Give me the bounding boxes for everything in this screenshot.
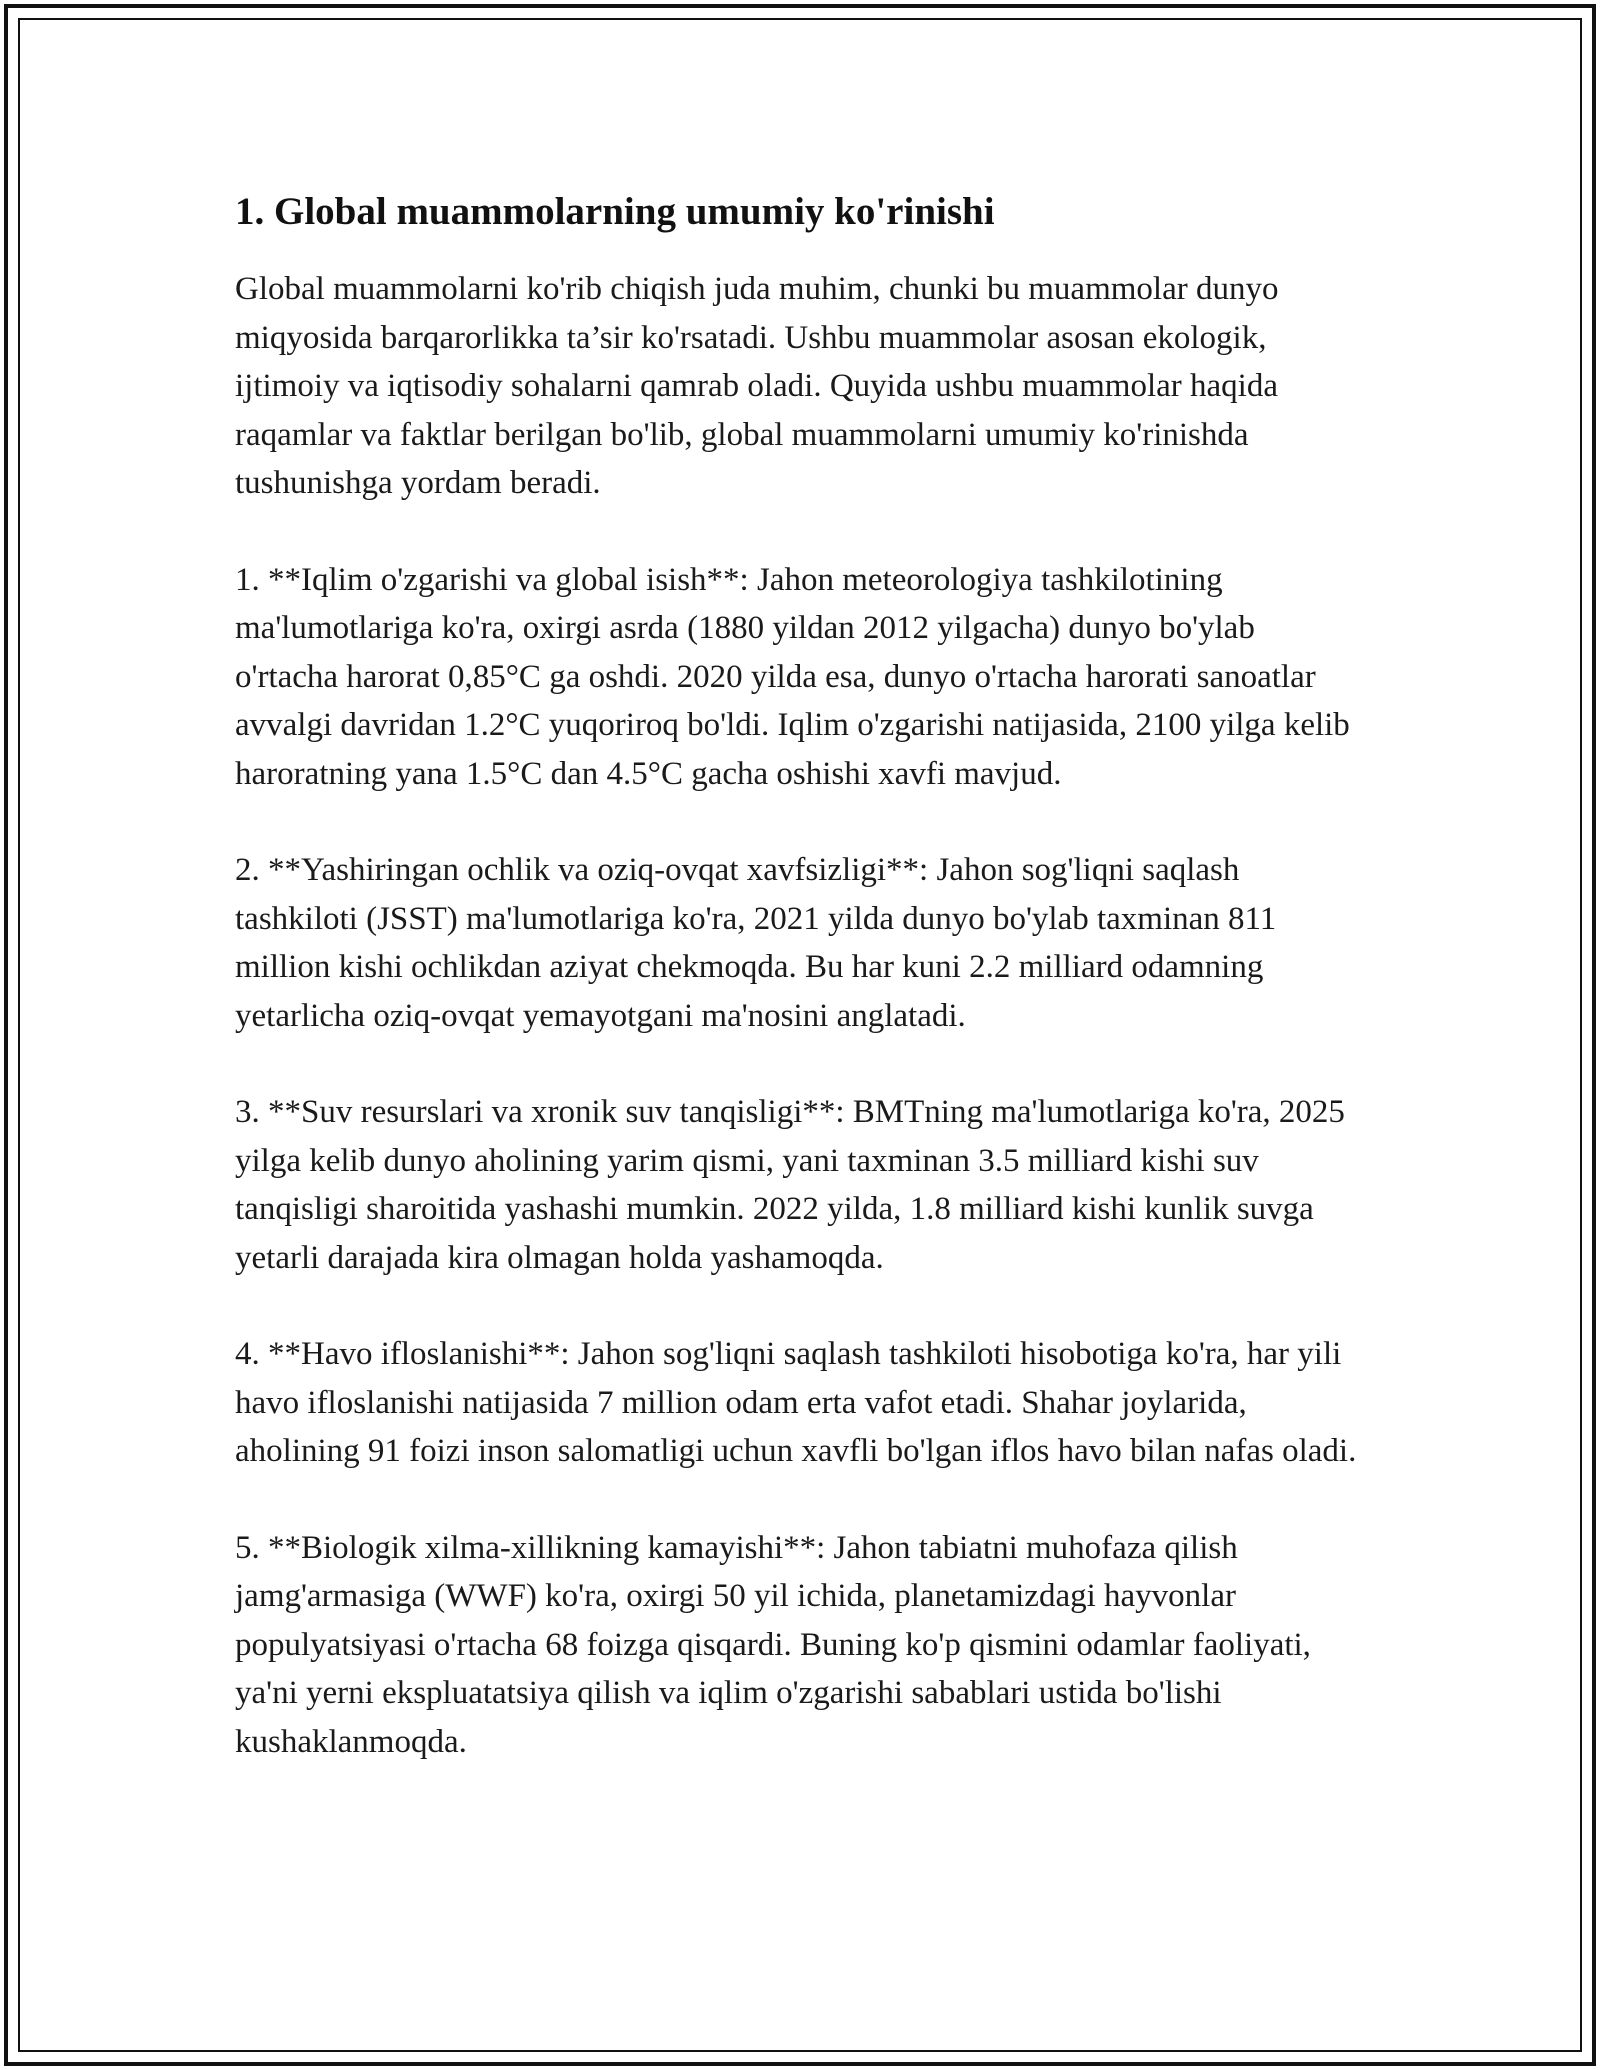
item-climate-change: 1. **Iqlim o'zgarishi va global isish**: Jahon meteorologiya tashkilotining ma'lumotlariga ko'ra, oxirgi asrda (1880 yildan 2012 yilgacha) dunyo bo'ylab o'rtacha harorat 0,85°C ga oshdi. 2020 yilda esa, dunyo o'rtacha harorati sanoatlar avvalgi davridan 1.2°C yuqoriroq bo'ldi. Iqlim o'zgarishi natijasida, 2100 yilga kelib haroratning yana 1.5°C dan 4.5°C gacha oshishi xavfi mavjud.	[235, 561, 1350, 792]
item-water-scarcity: 3. **Suv resurslari va xronik suv tanqisligi**: BMTning ma'lumotlariga ko'ra, 2025 yilga kelib dunyo aholining yarim qismi, yani taxminan 3.5 milliard kishi suv tanqisligi sharoitida yashashi mumkin. 2022 yilda, 1.8 milliard kishi kunlik suvga yetarli darajada kira olmagan holda yashamoqda.	[235, 1094, 1345, 1276]
intro-paragraph: Global muammolarni ko'rib chiqish juda muhim, chunki bu muammolar dunyo miqyosida barqarorlikka ta’sir ko'rsatadi. Ushbu muammolar asosan ekologik, ijtimoiy va iqtisodiy sohalarni qamrab oladi. Quyida ushbu muammolar haqida raqamlar va faktlar berilgan bo'lib, global muammolarni umumiy ko'rinishda tushunishga yordam beradi.	[235, 271, 1279, 501]
item-biodiversity-loss: 5. **Biologik xilma-xillikning kamayishi**: Jahon tabiatni muhofaza qilish jamg'armasiga (WWF) ko'ra, oxirgi 50 yil ichida, planetamizdagi hayvonlar populyatsiyasi o'rtacha 68 foizga qisqardi. Buning ko'p qismini odamlar faoliyati, ya'ni yerni ekspluatatsiya qilish va iqlim o'zgarishi sabablari ustida bo'lishi kushaklanmoqda.	[235, 1529, 1311, 1760]
document-body	[235, 185, 1365, 1814]
section-heading: 1. Global muammolarning umumiy ko'rinishi	[235, 190, 995, 233]
item-food-security: 2. **Yashiringan ochlik va oziq-ovqat xavfsizligi**: Jahon sog'liqni saqlash tashkiloti (JSST) ma'lumotlariga ko'ra, 2021 yilda dunyo bo'ylab taxminan 811 million kishi ochlikdan aziyat chekmoqda. Bu har kuni 2.2 milliard odamning yetarlicha oziq-ovqat yemayotgani ma'nosini anglatadi.	[235, 852, 1277, 1034]
item-air-pollution: 4. **Havo ifloslanishi**: Jahon sog'liqni saqlash tashkiloti hisobotiga ko'ra, har yili havo ifloslanishi natijasida 7 million odam erta vafot etadi. Shahar joylarida, aholining 91 foizi inson salomatligi uchun xavfli bo'lgan iflos havo bilan nafas oladi.	[235, 1336, 1357, 1469]
